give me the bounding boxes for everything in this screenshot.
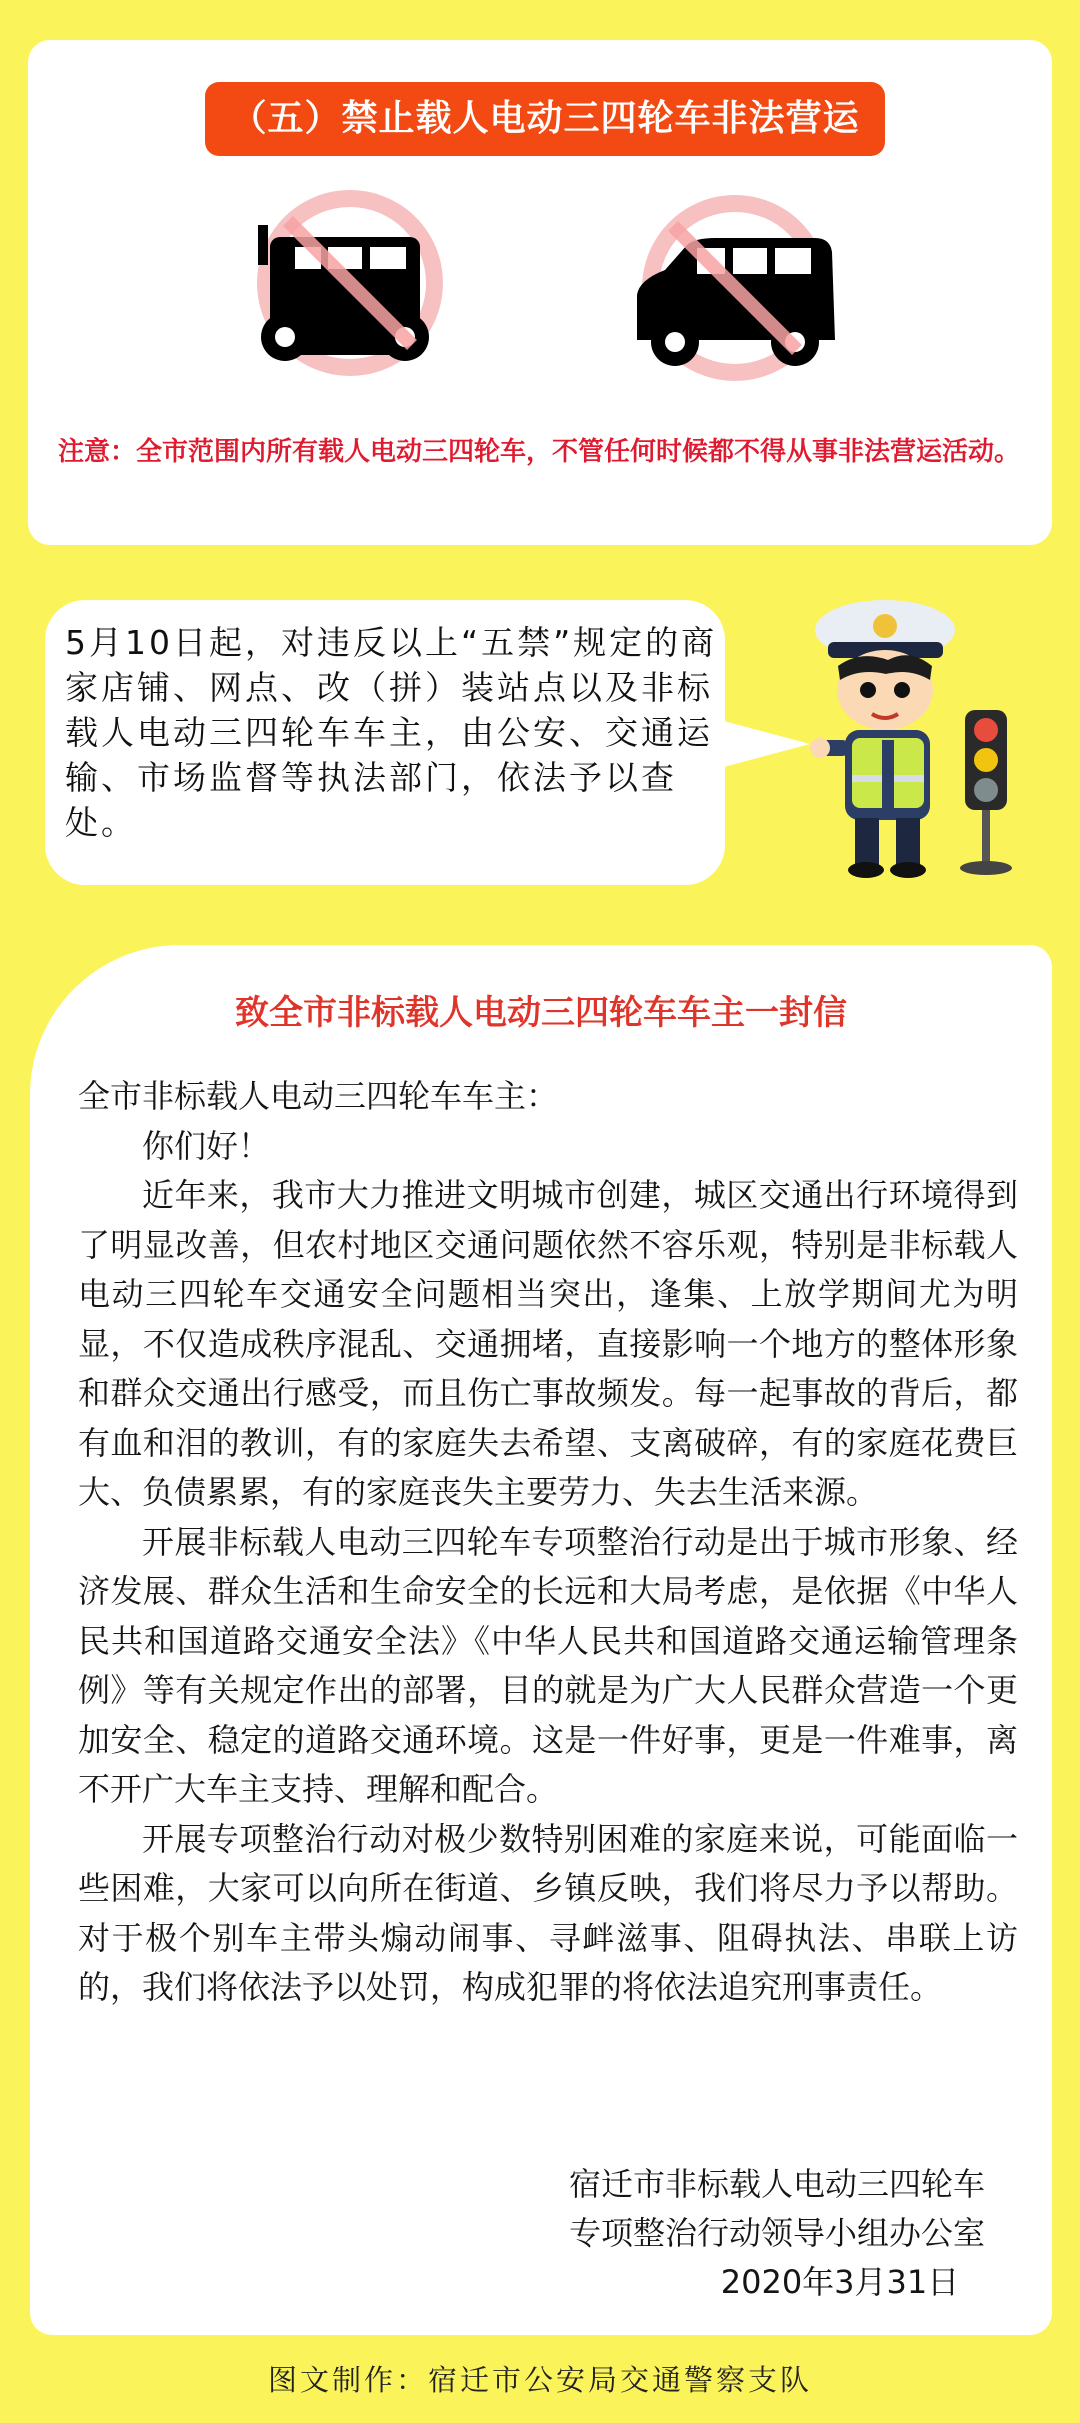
speech-bubble-tail bbox=[720, 720, 810, 768]
signature-line-1: 宿迁市非标载人电动三四轮车 bbox=[568, 2165, 985, 2203]
letter-paragraph: 开展非标载人电动三四轮车专项整治行动是出于城市形象、经济发展、群众生活和生命安全的长远和大局考虑，是依据《中华人民共和国道路交通安全法》《中华人民共和国道路交通运输管理条例》等有关规定作出的部署，目的就是为广大人民群众营造一个更加安全、稳定的道路交通环境。这是一件好事，更是一件难事，离不开广大车主支持、理解和配合。 bbox=[78, 1522, 1018, 1808]
notice-text: 注意：全市范围内所有载人电动三四轮车，不管任何时候都不得从事非法营运活动。 bbox=[58, 437, 1021, 467]
signature-line-2: 专项整治行动领导小组办公室 bbox=[568, 2214, 985, 2252]
letter-paragraph: 开展专项整治行动对极少数特别困难的家庭来说，可能面临一些困难，大家可以向所在街道、乡镇反映，我们将尽力予以帮助。对于极个别车主带头煽动闹事、寻衅滋事、阻碍执法、串联上访的，我们将依法予以处罚，构成犯罪的将依法追究刑事责任。 bbox=[78, 1819, 1018, 2006]
section-title: （五）禁止载人电动三四轮车非法营运 bbox=[205, 82, 885, 156]
traffic-light-icon bbox=[960, 710, 1012, 875]
no-tricycle-icon bbox=[240, 185, 460, 385]
no-minivan-icon bbox=[625, 190, 845, 390]
signature-date: 2020年3月31日 bbox=[720, 2263, 960, 2301]
letter-signature bbox=[500, 2160, 1020, 2307]
letter-greeting: 你们好！ bbox=[142, 1126, 271, 1165]
letter-paragraph: 近年来，我市大力推进文明城市创建，城区交通出行环境得到了明显改善，但农村地区交通问题依然不容乐观，特别是非标载人电动三四轮车交通安全问题相当突出，逢集、上放学期间尤为明显，不仅造成秩序混乱、交通拥堵，直接影响一个地方的整体形象和群众交通出行感受，而且伤亡事故频发。每一起事故的背后，都有血和泪的教训，有的家庭失去希望、支离破碎，有的家庭花费巨大、负债累累，有的家庭丧失主要劳力、失去生活来源。 bbox=[78, 1176, 1018, 1511]
bubble-text: 5月10日起，对违反以上“五禁”规定的商家店铺、网点、改（拼）装站点以及非标载人电动三四轮车车主，由公安、交通运输、市场监督等执法部门，依法予以查处。 bbox=[65, 623, 718, 842]
letter-salutation: 全市非标载人电动三四轮车车主： bbox=[78, 1077, 559, 1115]
letter-title: 致全市非标载人电动三四轮车车主一封信 bbox=[235, 993, 847, 1033]
traffic-police-mascot bbox=[800, 590, 1050, 890]
letter-body bbox=[78, 1072, 1018, 2013]
footer-credit: 图文制作：宿迁市公安局交通警察支队 bbox=[267, 2363, 812, 2397]
